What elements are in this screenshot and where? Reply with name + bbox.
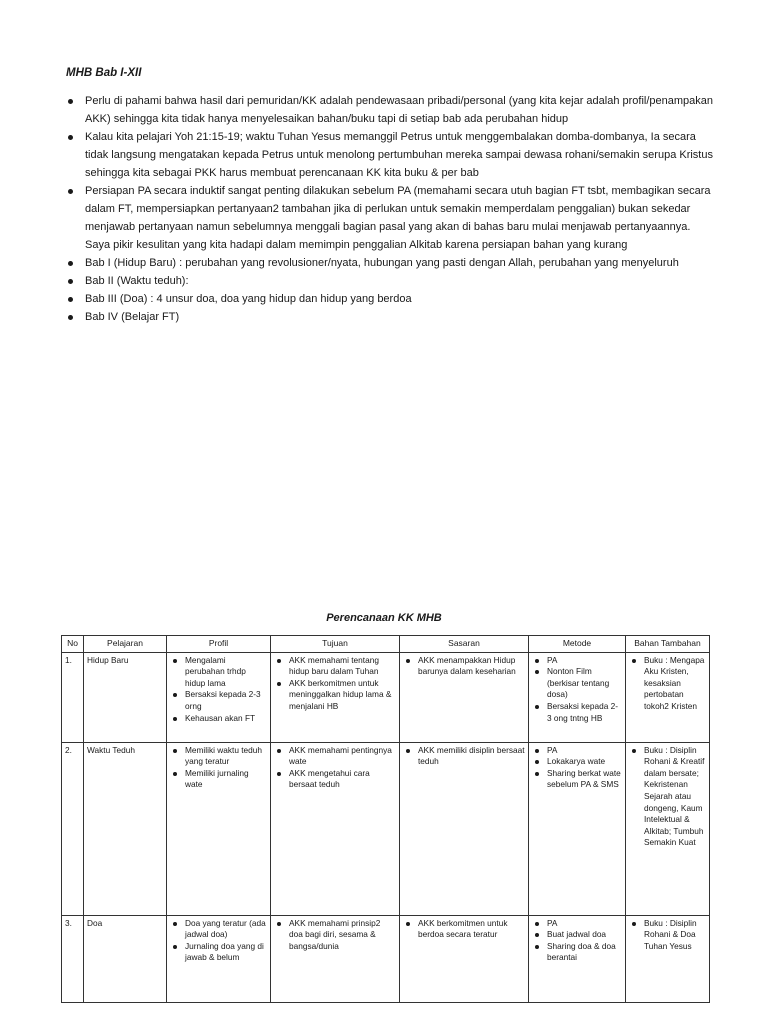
- note-item: Perlu di pahami bahwa hasil dari pemuridan/KK adalah pendewasaan pribadi/personal (yang kita kejar adalah profil/penampakan AKK) sehingga kita tidak hanya menyelesaikan bahan/buku tapi di setiap bab ada perubahan hidup: [66, 92, 716, 128]
- list-item: Bersaksi kepada 2-3 ong tntng HB: [532, 701, 622, 724]
- cell-tujuan: [271, 652, 400, 742]
- list-item: AKK memiliki disiplin bersaat teduh: [403, 745, 525, 768]
- list-item: Buku : Mengapa Aku Kristen, kesaksian pertobatan tokoh2 Kristen: [629, 655, 706, 713]
- bullet-icon: [535, 922, 539, 926]
- list-item: AKK menampakkan Hidup barunya dalam keseharian: [403, 655, 525, 678]
- list-item: AKK berkomitmen untuk berdoa secara teratur: [403, 918, 525, 941]
- bullet-icon: [535, 945, 539, 949]
- cell-profil: [167, 915, 271, 1002]
- bullet-icon: [535, 659, 539, 663]
- cell-bahan-tambahan: [626, 742, 710, 915]
- bullet-icon: [535, 749, 539, 753]
- bullet-icon: [406, 749, 410, 753]
- note-item: Persiapan PA secara induktif sangat penting dilakukan sebelum PA (memahami secara utuh bagian FT tsbt, membagikan secara dalam FT, mempersiapkan pertanyaan2 tambahan jika di perlukan untuk semakin memperdalam penggalian) bukan sekedar menjawab pertanyaan namun sebelumnya menggali bagian pasal yang akan di bahas baru mulai menjawab pertanyaannya. Saya pikir kesulitan yang kita hadapi dalam memimpin penggalian Alkitab karena persiapan bahan yang kurang: [66, 182, 716, 254]
- bullet-icon: [406, 922, 410, 926]
- table-header-row: [62, 636, 710, 653]
- bullet-icon: [535, 772, 539, 776]
- cell-metode: [529, 915, 626, 1002]
- bullet-icon: [68, 261, 73, 266]
- note-item: Bab I (Hidup Baru) : perubahan yang revolusioner/nyata, hubungan yang pasti dengan Allah, perubahan yang menyeluruh: [66, 254, 716, 272]
- table-row: [62, 915, 710, 1002]
- cell-profil: [167, 652, 271, 742]
- list-item: PA: [532, 745, 622, 757]
- bullet-icon: [68, 189, 73, 194]
- list-item: AKK memahami tentang hidup baru dalam Tuhan: [274, 655, 396, 678]
- header-pelajaran: Pelajaran: [84, 636, 167, 653]
- cell-no: 2.: [62, 742, 84, 915]
- cell-no: 1.: [62, 652, 84, 742]
- plan-table: [61, 635, 710, 1003]
- list-item: Doa yang teratur (ada jadwal doa): [170, 918, 267, 941]
- notes-list: [66, 92, 716, 326]
- cell-tujuan: [271, 742, 400, 915]
- bullet-icon: [277, 749, 281, 753]
- header-metode: Metode: [529, 636, 626, 653]
- list-item: Sharing doa & doa berantai: [532, 941, 622, 964]
- bullet-icon: [173, 772, 177, 776]
- note-item: Bab IV (Belajar FT): [66, 308, 716, 326]
- bullet-icon: [68, 315, 73, 320]
- note-item: Kalau kita pelajari Yoh 21:15-19; waktu Tuhan Yesus memanggil Petrus untuk menggembalakan domba-dombanya, Ia secara tidak langsung mengatakan kepada Petrus untuk menolong pertumbuhan mereka sampai dewasa rohani/semakin serupa Kristus sehingga kita sebagai PKK harus membuat perencanaan KK kita buku & per bab: [66, 128, 716, 182]
- table-row: [62, 742, 710, 915]
- header-sasaran: Sasaran: [400, 636, 529, 653]
- note-item: Bab II (Waktu teduh):: [66, 272, 716, 290]
- list-item: AKK memahami pentingnya wate: [274, 745, 396, 768]
- list-item: Buku : Disiplin Rohani & Kreatif dalam bersate; Kekristenan Sejarah atau dongeng, Kaum Intelektual & Alkitab; Tumbuh Semakin Kuat: [629, 745, 706, 849]
- list-item: Jurnaling doa yang di jawab & belum: [170, 941, 267, 964]
- header-bahan-tambahan: Bahan Tambahan: [626, 636, 710, 653]
- list-item: Sharing berkat wate sebelum PA & SMS: [532, 768, 622, 791]
- bullet-icon: [277, 772, 281, 776]
- list-item: AKK memahami prinsip2 doa bagi diri, sesama & bangsa/dunia: [274, 918, 396, 953]
- list-item: AKK mengetahui cara bersaat teduh: [274, 768, 396, 791]
- table-title: Perencanaan KK MHB: [326, 612, 442, 624]
- document-title: MHB Bab I-XII: [66, 67, 142, 79]
- bullet-icon: [68, 99, 73, 104]
- cell-tujuan: [271, 915, 400, 1002]
- bullet-icon: [632, 922, 636, 926]
- cell-metode: [529, 652, 626, 742]
- bullet-icon: [632, 659, 636, 663]
- bullet-icon: [173, 659, 177, 663]
- bullet-icon: [406, 659, 410, 663]
- cell-sasaran: [400, 915, 529, 1002]
- note-item: Bab III (Doa) : 4 unsur doa, doa yang hidup dan hidup yang berdoa: [66, 290, 716, 308]
- header-no: No: [62, 636, 84, 653]
- list-item: Mengalami perubahan trhdp hidup lama: [170, 655, 267, 690]
- bullet-icon: [173, 693, 177, 697]
- header-profil: Profil: [167, 636, 271, 653]
- bullet-icon: [68, 297, 73, 302]
- cell-profil: [167, 742, 271, 915]
- list-item: Lokakarya wate: [532, 756, 622, 768]
- cell-sasaran: [400, 652, 529, 742]
- list-item: PA: [532, 918, 622, 930]
- bullet-icon: [173, 717, 177, 721]
- cell-pelajaran: Doa: [84, 915, 167, 1002]
- cell-bahan-tambahan: [626, 652, 710, 742]
- bullet-icon: [173, 945, 177, 949]
- bullet-icon: [535, 933, 539, 937]
- cell-pelajaran: Waktu Teduh: [84, 742, 167, 915]
- header-tujuan: Tujuan: [271, 636, 400, 653]
- bullet-icon: [277, 659, 281, 663]
- table-row: [62, 652, 710, 742]
- bullet-icon: [68, 135, 73, 140]
- list-item: PA: [532, 655, 622, 667]
- bullet-icon: [173, 749, 177, 753]
- bullet-icon: [535, 760, 539, 764]
- list-item: Kehausan akan FT: [170, 713, 267, 725]
- bullet-icon: [277, 682, 281, 686]
- list-item: Bersaksi kepada 2-3 orng: [170, 689, 267, 712]
- list-item: Memiliki jurnaling wate: [170, 768, 267, 791]
- cell-bahan-tambahan: [626, 915, 710, 1002]
- bullet-icon: [173, 922, 177, 926]
- list-item: Nonton Film (berkisar tentang dosa): [532, 666, 622, 701]
- bullet-icon: [535, 705, 539, 709]
- list-item: Buat jadwal doa: [532, 929, 622, 941]
- cell-metode: [529, 742, 626, 915]
- cell-no: 3.: [62, 915, 84, 1002]
- bullet-icon: [277, 922, 281, 926]
- bullet-icon: [632, 749, 636, 753]
- list-item: Memiliki waktu teduh yang teratur: [170, 745, 267, 768]
- bullet-icon: [535, 670, 539, 674]
- cell-pelajaran: Hidup Baru: [84, 652, 167, 742]
- cell-sasaran: [400, 742, 529, 915]
- list-item: Buku : Disiplin Rohani & Doa Tuhan Yesus: [629, 918, 706, 953]
- list-item: AKK berkomitmen untuk meninggalkan hidup lama & menjalani HB: [274, 678, 396, 713]
- bullet-icon: [68, 279, 73, 284]
